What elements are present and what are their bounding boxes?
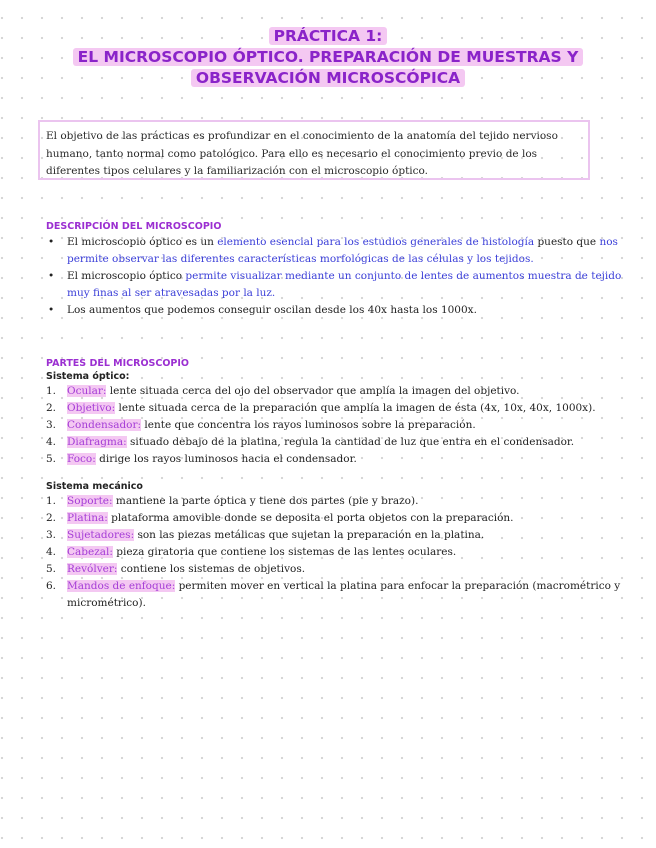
optical-item-1: 1. Ocular: lente situada cerca del ojo del observador que amplía la imagen del objetivo. (46, 385, 520, 397)
optical-system-title: Sistema óptico: (46, 371, 130, 382)
optical-list (46, 383, 626, 468)
mechanical-item-4: 4. Cabezal: pieza giratoria que contiene los sistemas de las lentes oculares. (46, 546, 457, 558)
description-item-1: • El microscopio óptico es un elemento esencial para los estudios generales de histología puesto que nos permite observar las diferentes características morfológicas de las células y los tejidos. (46, 234, 626, 268)
title-line-2: EL MICROSCOPIO ÓPTICO. PREPARACIÓN DE MUESTRAS Y (73, 48, 584, 66)
mechanical-item-6: 6. Mandos de enfoque: permiten mover en vertical la platina para enfocar la preparación (macrométrico y micrométrico). (46, 580, 621, 609)
description-list (46, 234, 626, 319)
mechanical-item-1: 1. Soporte: mantiene la parte óptica y tiene dos partes (pie y brazo). (46, 495, 419, 507)
mechanical-item-3: 3. Sujetadores: son las piezas metálicas que sujetan la preparación en la platina. (46, 529, 485, 541)
mechanical-item-2: 2. Platina: plataforma amovible donde se deposita el porta objetos con la preparación. (46, 512, 514, 524)
description-section (46, 221, 626, 319)
mechanical-item-5: 5. Revólver: contiene los sistemas de objetivos. (46, 563, 306, 575)
optical-item-4: 4. Diafragma: situado debajo de la platina, regula la cantidad de luz que entra en el condensador. (46, 436, 575, 448)
page-title (0, 26, 656, 89)
description-item-3: • Los aumentos que podemos conseguir oscilan desde los 40x hasta los 1000x. (46, 302, 626, 319)
description-item-2: • El microscopio óptico permite visualizar mediante un conjunto de lentes de aumentos muestra de tejido muy finas al ser atravesadas por la luz. (46, 268, 626, 302)
optical-item-5: 5. Foco: dirige los rayos luminosos hacia el condensador. (46, 453, 357, 465)
parts-title: PARTES DEL MICROSCOPIO (46, 358, 190, 369)
mechanical-system-title: Sistema mecánico (46, 481, 143, 492)
optical-item-3: 3. Condensador: lente que concentra los rayos luminosos sobre la preparación. (46, 419, 476, 431)
objective-box: El objetivo de las prácticas es profundizar en el conocimiento de la anatomía del tejido nervioso humano, tanto normal como patológico. Para ello es necesario el conocimiento previo de los diferentes tipos celulares y la familiarización con el microscopio óptico. (38, 120, 590, 180)
title-line-1: PRÁCTICA 1: (269, 27, 388, 45)
parts-section (46, 358, 626, 612)
description-title: DESCRIPCIÓN DEL MICROSCOPIO (46, 221, 222, 232)
title-line-3: OBSERVACIÓN MICROSCÓPICA (191, 69, 465, 87)
mechanical-list (46, 493, 626, 612)
optical-item-2: 2. Objetivo: lente situada cerca de la preparación que amplía la imagen de ésta (4x, 10x, 40x, 1000x). (46, 402, 596, 414)
